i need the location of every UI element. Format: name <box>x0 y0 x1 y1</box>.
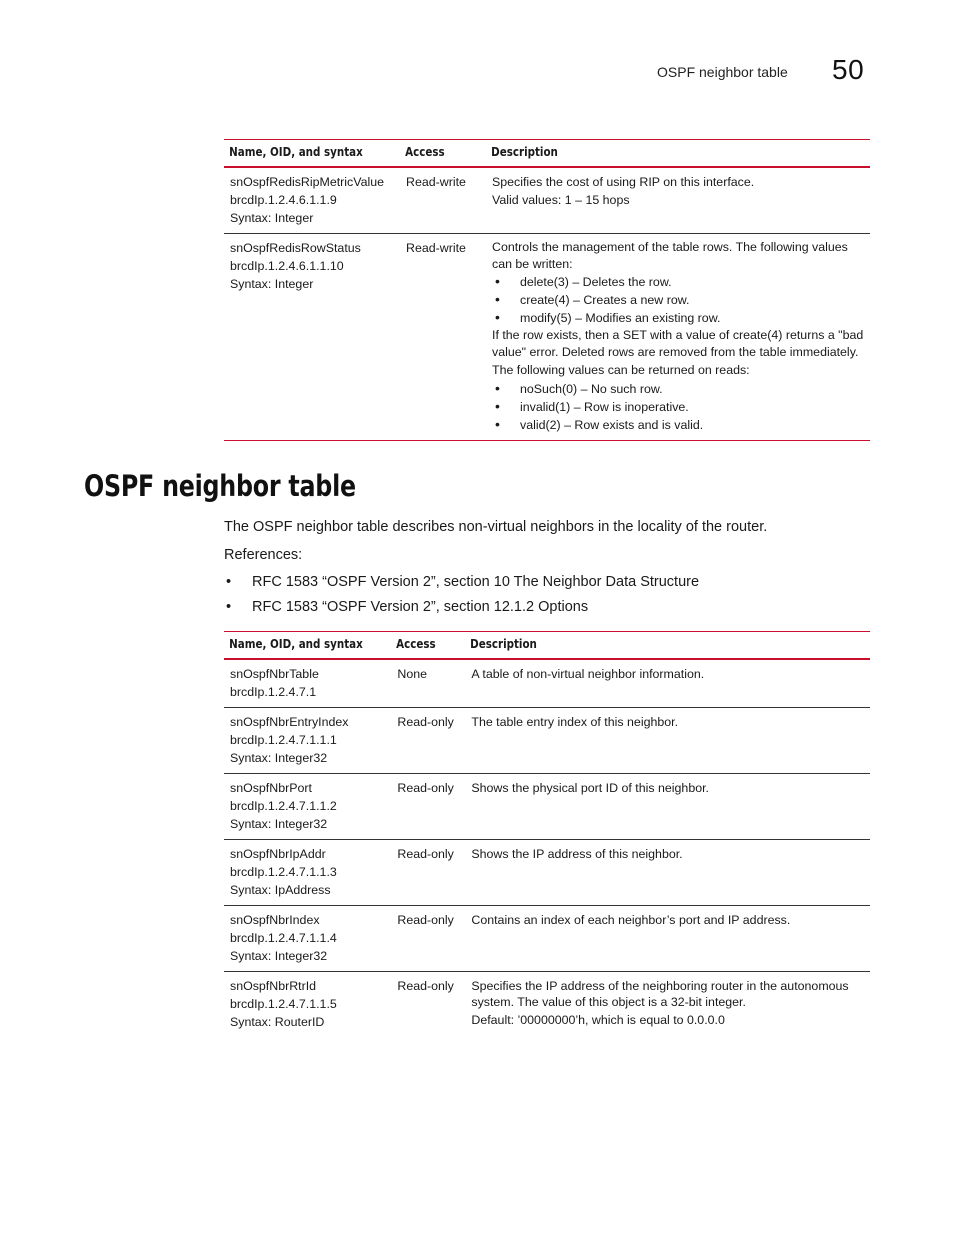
object-oid: brcdIp.1.2.4.6.1.1.10 <box>230 259 344 273</box>
list-item: • valid(2) – Row exists and is valid. <box>492 416 864 434</box>
chapter-number: 50 <box>832 54 865 85</box>
object-access: Read-only <box>397 979 454 993</box>
object-syntax: Syntax: Integer32 <box>230 817 328 831</box>
ospf-neighbor-table <box>224 631 870 1037</box>
table-header-row <box>224 632 870 660</box>
description-text: Specifies the IP address of the neighboring router in the autonomous system. The value of this object is a 32-bit integer. <box>471 979 849 1009</box>
object-access: Read-write <box>406 241 466 255</box>
read-values-list <box>492 380 864 434</box>
object-syntax: Syntax: Integer <box>230 277 314 291</box>
section-intro: The OSPF neighbor table describes non-virtual neighbors in the locality of the router. <box>224 519 768 535</box>
object-name: snOspfNbrPort <box>230 781 312 795</box>
written-values-list <box>492 273 864 327</box>
object-name: snOspfNbrEntryIndex <box>230 715 349 729</box>
column-header-name: Name, OID, and syntax <box>229 145 363 159</box>
object-access: Read-only <box>397 781 454 795</box>
object-description <box>486 167 870 234</box>
object-description: Contains an index of each neighbor’s port and IP address. <box>471 913 791 927</box>
object-name: snOspfNbrIndex <box>230 913 320 927</box>
column-header-name: Name, OID, and syntax <box>229 637 363 651</box>
description-text: The following values can be returned on reads: <box>492 363 750 377</box>
object-oid: brcdIp.1.2.4.7.1.1.5 <box>230 997 337 1011</box>
list-item: • modify(5) – Modifies an existing row. <box>492 309 864 327</box>
table-row <box>224 234 870 441</box>
table-row <box>224 774 870 840</box>
list-item: • create(4) – Creates a new row. <box>492 291 864 309</box>
object-description: Shows the IP address of this neighbor. <box>471 847 683 861</box>
table-header-row <box>224 140 870 168</box>
object-cell <box>224 659 391 708</box>
object-cell <box>224 840 391 906</box>
column-header-description: Description <box>491 145 558 159</box>
table-row <box>224 167 870 234</box>
object-name: snOspfRedisRowStatus <box>230 241 361 255</box>
object-access: None <box>397 667 427 681</box>
object-syntax: Syntax: Integer32 <box>230 949 328 963</box>
object-oid: brcdIp.1.2.4.6.1.1.9 <box>230 193 337 207</box>
list-item: • noSuch(0) – No such row. <box>492 380 864 398</box>
section-heading: OSPF neighbor table <box>84 469 356 503</box>
object-oid: brcdIp.1.2.4.7.1.1.3 <box>230 865 337 879</box>
table-row <box>224 708 870 774</box>
object-oid: brcdIp.1.2.4.7.1.1.4 <box>230 931 337 945</box>
description-text: Valid values: 1 – 15 hops <box>492 193 630 207</box>
references-list <box>224 574 699 624</box>
object-oid: brcdIp.1.2.4.7.1.1.2 <box>230 799 337 813</box>
description-text: Specifies the cost of using RIP on this interface. <box>492 175 755 189</box>
object-access: Read-only <box>397 913 454 927</box>
object-access: Read-only <box>397 715 454 729</box>
redistribution-table <box>224 139 870 441</box>
object-syntax: Syntax: Integer32 <box>230 751 328 765</box>
object-cell <box>224 972 391 1038</box>
object-access: Read-only <box>397 847 454 861</box>
references-label: References: <box>224 547 303 563</box>
object-cell <box>224 906 391 972</box>
column-header-access: Access <box>396 637 437 651</box>
column-header-access: Access <box>405 145 445 159</box>
object-syntax: Syntax: RouterID <box>230 1015 325 1029</box>
object-cell <box>224 774 391 840</box>
object-oid: brcdIp.1.2.4.7.1.1.1 <box>230 733 337 747</box>
object-name: snOspfNbrRtrId <box>230 979 317 993</box>
description-text: Default: ’00000000’h, which is equal to 0.0.0.0 <box>471 1013 725 1027</box>
object-access: Read-write <box>406 175 466 189</box>
reference-item: • RFC 1583 “OSPF Version 2”, section 12.1.2 Options <box>224 599 699 624</box>
table-row <box>224 906 870 972</box>
running-header-title: OSPF neighbor table <box>657 64 788 80</box>
object-cell <box>224 708 391 774</box>
object-oid: brcdIp.1.2.4.7.1 <box>230 685 317 699</box>
table-row <box>224 659 870 708</box>
object-description <box>486 234 870 441</box>
description-text: If the row exists, then a SET with a value of create(4) returns a "bad value" error. Deleted rows are removed from the table immediately. <box>492 328 864 359</box>
object-syntax: Syntax: Integer <box>230 211 314 225</box>
object-name: snOspfNbrTable <box>230 667 319 681</box>
reference-item: • RFC 1583 “OSPF Version 2”, section 10 The Neighbor Data Structure <box>224 574 699 599</box>
list-item: • delete(3) – Deletes the row. <box>492 273 864 291</box>
object-description: A table of non-virtual neighbor information. <box>471 667 705 681</box>
object-name: snOspfNbrIpAddr <box>230 847 326 861</box>
object-description: The table entry index of this neighbor. <box>471 715 679 729</box>
object-syntax: Syntax: IpAddress <box>230 883 331 897</box>
object-description <box>465 972 870 1038</box>
column-header-description: Description <box>470 637 538 651</box>
table-row <box>224 840 870 906</box>
object-name: snOspfRedisRipMetricValue <box>230 175 385 189</box>
object-cell <box>224 234 400 441</box>
object-cell <box>224 167 400 234</box>
description-text: Controls the management of the table rows. The following values can be written: <box>492 240 848 271</box>
table-row <box>224 972 870 1038</box>
list-item: • invalid(1) – Row is inoperative. <box>492 398 864 416</box>
object-description: Shows the physical port ID of this neighbor. <box>471 781 709 795</box>
